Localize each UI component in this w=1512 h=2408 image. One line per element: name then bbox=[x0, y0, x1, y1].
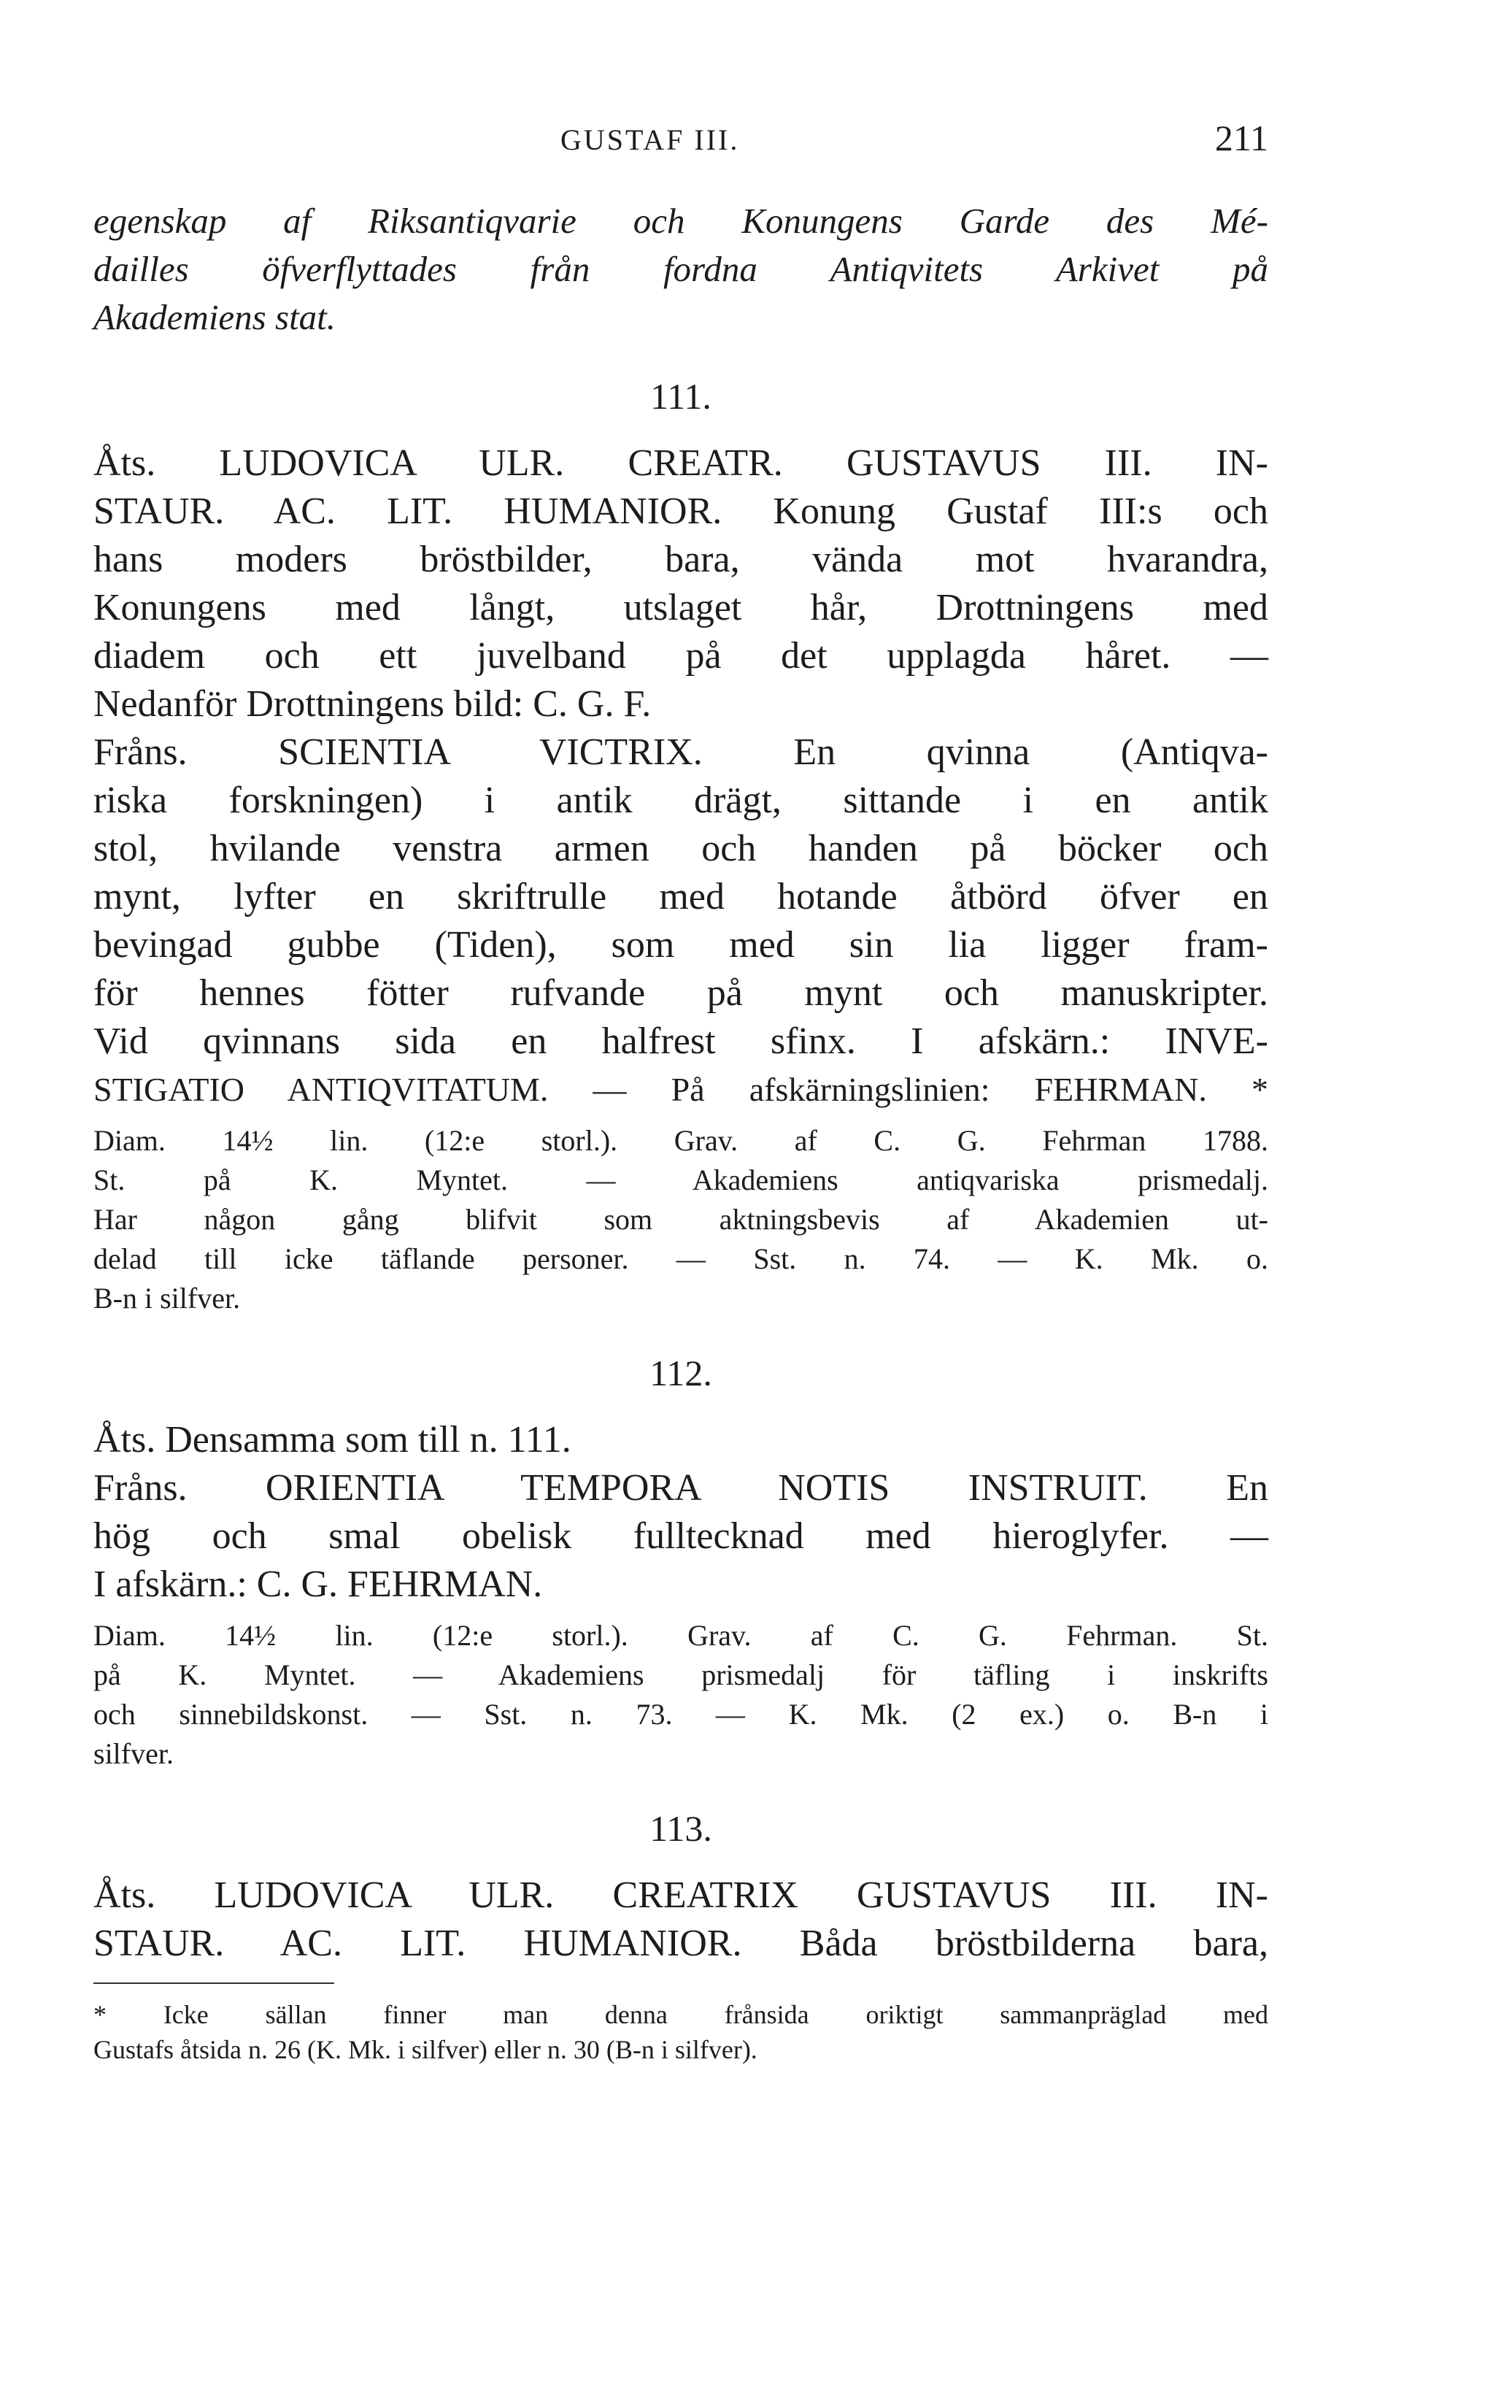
text-line: STAUR. AC. LIT. HUMANIOR. Konung Gustaf III:s och bbox=[93, 491, 1268, 532]
text-line: St. på K. Myntet. — Akademiens antiqvariska prismedalj. bbox=[93, 1163, 1268, 1196]
entry-number: 113. bbox=[649, 1808, 712, 1849]
text-line: * Icke sällan finner man denna frånsida oriktigt sammanpräglad med bbox=[93, 2000, 1268, 2029]
text-line: Diam. 14½ lin. (12:e storl.). Grav. af C. G. Fehrman 1788. bbox=[93, 1124, 1268, 1157]
text-line: dailles öfverflyttades från fordna Antiqvitets Arkivet på bbox=[93, 249, 1268, 289]
text-line: egenskap af Riksantiqvarie och Konungens Garde des Mé- bbox=[93, 201, 1268, 241]
entry-number: 112. bbox=[649, 1353, 712, 1393]
text-line: delad till icke täflande personer. — Sst. n. 74. — K. Mk. o. bbox=[93, 1242, 1268, 1275]
text-line: för hennes fötter rufvande på mynt och manuskripter. bbox=[93, 972, 1268, 1014]
text-line: Åts. LUDOVICA ULR. CREATRIX GUSTAVUS III. IN- bbox=[93, 1874, 1268, 1916]
obverse-description bbox=[93, 1872, 1268, 1968]
text-line: mynt, lyfter en skriftrulle med hotande åtbörd öfver en bbox=[93, 876, 1268, 918]
reverse-description bbox=[93, 1464, 1268, 1609]
text-line: Vid qvinnans sida en halfrest sfinx. I afskärn.: INVE- bbox=[93, 1020, 1268, 1062]
text-line: silfver. bbox=[93, 1737, 174, 1770]
text-line: Konungens med långt, utslaget hår, Drottningens med bbox=[93, 587, 1268, 628]
text-line: hög och smal obelisk fulltecknad med hieroglyfer. — bbox=[93, 1515, 1268, 1557]
text-line: STIGATIO ANTIQVITATUM. — På afskärningslinien: FEHRMAN. * bbox=[93, 1071, 1268, 1108]
text-line: diadem och ett juvelband på det upplagda håret. — bbox=[93, 635, 1268, 677]
text-line: Har någon gång blifvit som aktningsbevis af Akademien ut- bbox=[93, 1203, 1268, 1236]
text-line: Akademiens stat. bbox=[93, 297, 336, 337]
catalog-note bbox=[93, 1616, 1268, 1774]
footnote-divider bbox=[93, 1982, 334, 1984]
text-line: hans moders bröstbilder, bara, vända mot hvarandra, bbox=[93, 539, 1268, 580]
text-line: riska forskningen) i antik drägt, sittande i en antik bbox=[93, 780, 1268, 821]
entry-number: 111. bbox=[650, 376, 711, 417]
text-line: STAUR. AC. LIT. HUMANIOR. Båda bröstbilderna bara, bbox=[93, 1923, 1268, 1964]
obverse-description bbox=[93, 439, 1268, 728]
running-title: GUSTAF III. bbox=[560, 123, 740, 156]
text-line: Åts. Densamma som till n. 111. bbox=[93, 1419, 571, 1461]
text-line: bevingad gubbe (Tiden), som med sin lia ligger fram- bbox=[93, 924, 1268, 966]
intro-paragraph bbox=[93, 197, 1268, 342]
text-line: Nedanför Drottningens bild: C. G. F. bbox=[93, 683, 652, 725]
text-line: på K. Myntet. — Akademiens prismedalj för täfling i inskrifts bbox=[93, 1658, 1268, 1691]
reverse-description bbox=[93, 728, 1268, 1114]
text-line: stol, hvilande venstra armen och handen på böcker och bbox=[93, 828, 1268, 869]
text-line: B-n i silfver. bbox=[93, 1282, 241, 1315]
text-line: Gustafs åtsida n. 26 (K. Mk. i silfver) eller n. 30 (B-n i silfver). bbox=[93, 2035, 757, 2064]
text-line: och sinnebildskonst. — Sst. n. 73. — K. Mk. (2 ex.) o. B-n i bbox=[93, 1698, 1268, 1731]
text-line: Fråns. SCIENTIA VICTRIX. En qvinna (Antiqva- bbox=[93, 731, 1268, 773]
footnote bbox=[93, 1997, 1268, 2067]
text-line: Fråns. ORIENTIA TEMPORA NOTIS INSTRUIT. En bbox=[93, 1467, 1268, 1509]
page-header bbox=[93, 109, 1268, 168]
catalog-note bbox=[93, 1121, 1268, 1318]
text-line: I afskärn.: C. G. FEHRMAN. bbox=[93, 1563, 543, 1605]
text-line: Åts. LUDOVICA ULR. CREATR. GUSTAVUS III. IN- bbox=[93, 442, 1268, 484]
obverse-description bbox=[93, 1416, 1268, 1464]
text-line: Diam. 14½ lin. (12:e storl.). Grav. af C. G. Fehrman. St. bbox=[93, 1619, 1268, 1652]
book-page bbox=[93, 109, 1268, 2067]
page-number: 211 bbox=[1214, 118, 1268, 158]
